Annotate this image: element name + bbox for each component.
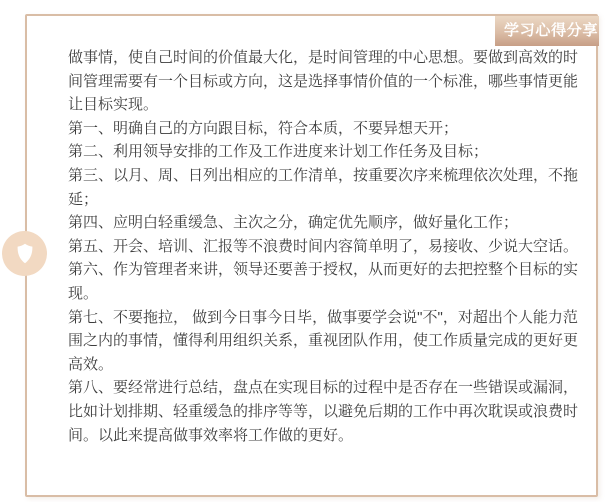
point-3-paragraph: 第三、以月、周、日列出相应的工作清单，按重要次序来梳理依次处理，不拖延； bbox=[68, 166, 579, 208]
notes-text bbox=[68, 46, 581, 447]
shield-badge bbox=[2, 231, 47, 276]
point-7-paragraph: 第七、不要拖拉， 做到今日事今日毕，做事要学会说"不"，对超出个人能力范围之内的事情，懂得利用组织关系，重视团队作用，使工作质量完成的更好更高效。 bbox=[68, 308, 579, 373]
point-4-paragraph: 第四、应明白轻重缓急、主次之分，确定优先顺序，做好量化工作； bbox=[68, 214, 519, 232]
point-8-paragraph: 第八、要经常进行总结，盘点在实现目标的过程中是否存在一些错误或漏洞，比如计划排期、轻重缓急的排序等等，以避免后期的工作中再次耽误或浪费时间。以此来提高做事效率将工作做的更好。 bbox=[68, 379, 579, 444]
point-5-paragraph: 第五、开会、培训、汇报等不浪费时间内容简单明了，易接收、少说大空话。 bbox=[68, 237, 579, 255]
point-2-paragraph: 第二、利用领导安排的工作及工作进度来计划工作任务及目标； bbox=[68, 143, 489, 161]
point-6-paragraph: 第六、作为管理者来讲，领导还要善于授权，从而更好的去把控整个目标的实现。 bbox=[68, 261, 579, 302]
card-title-badge: 学习心得分享 bbox=[495, 16, 599, 46]
shield-icon bbox=[12, 241, 38, 267]
intro-paragraph: 做事情，使自己时间的价值最大化，是时间管理的中心思想。要做到高效的时间管理需要有一个目标或方向，这是选择事情价值的一个标准，哪些事情更能让目标实现。 bbox=[68, 49, 579, 114]
point-1-paragraph: 第一、明确自己的方向跟目标，符合本质，不要异想天开； bbox=[68, 119, 459, 137]
